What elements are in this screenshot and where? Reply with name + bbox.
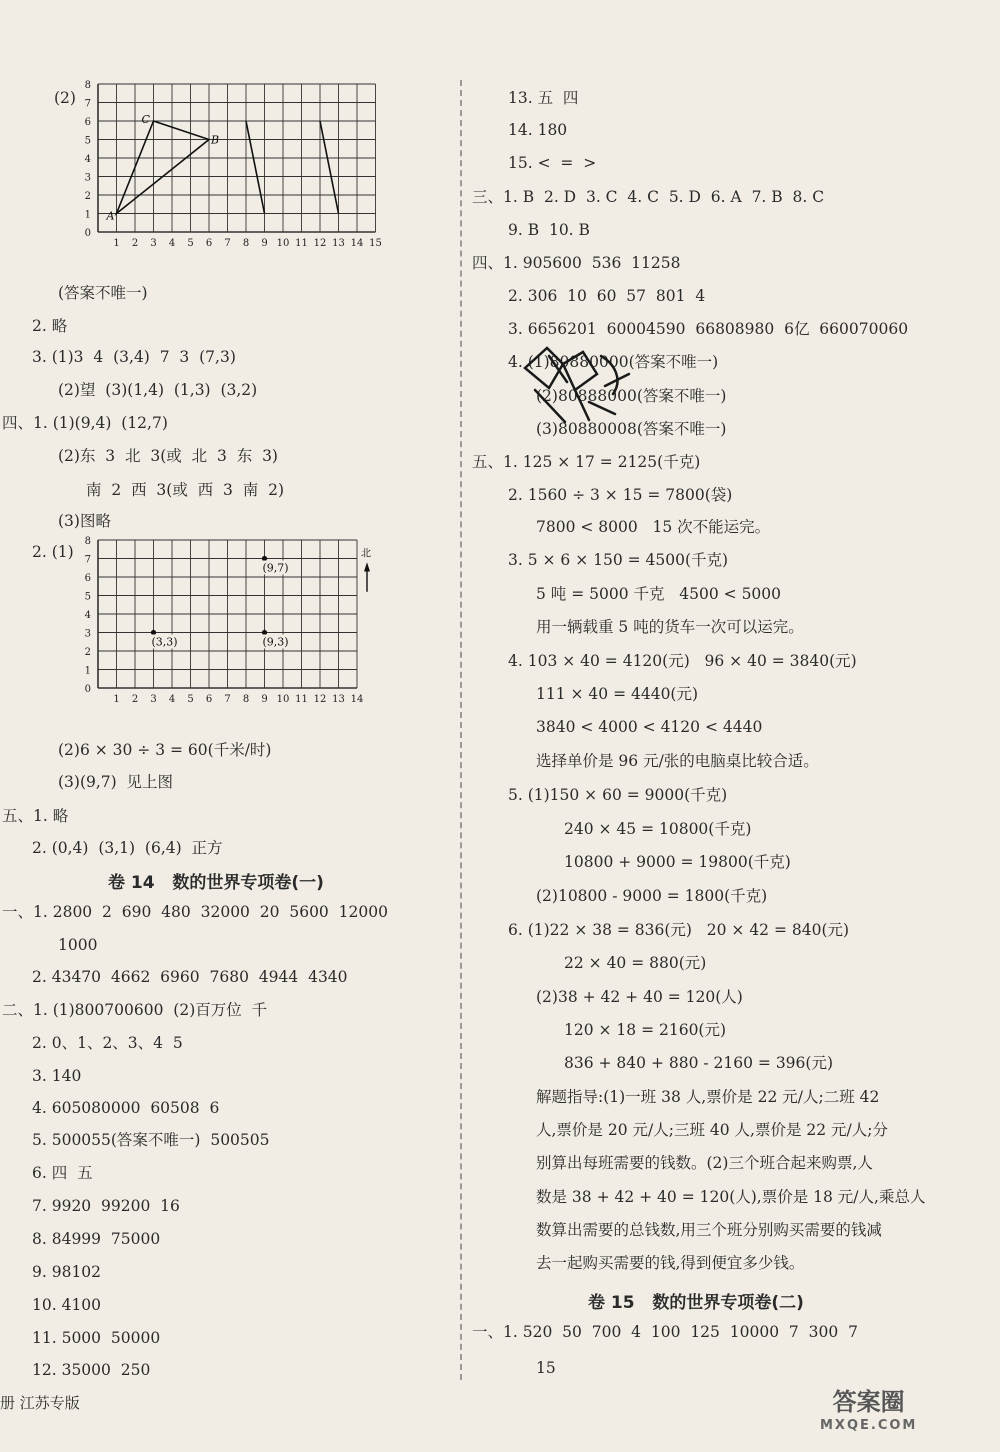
left-line-4: 3. (1)3 4 (3,4) 7 3 (7,3) xyxy=(32,348,236,366)
left-line-1: (2) xyxy=(54,89,76,107)
x-tick-label: 5 xyxy=(187,238,194,249)
left-line-5: (2)望 (3)(1,4) (1,3) (3,2) xyxy=(58,381,258,399)
x-tick-label: 14 xyxy=(350,694,364,705)
right-line-36: 去一起购买需要的钱,得到便宜多少钱。 xyxy=(536,1254,805,1272)
right-line-30: 836 + 840 + 880 - 2160 = 396(元) xyxy=(564,1054,833,1072)
origin-label: 0 xyxy=(84,684,91,695)
y-tick-label: 7 xyxy=(84,98,91,110)
x-tick-label: 13 xyxy=(332,238,345,249)
grid2-point-label: (3,3) xyxy=(151,635,178,649)
north-arrow-head xyxy=(364,562,370,571)
right-line-22: 5. (1)150 × 60 = 9000(千克) xyxy=(508,786,728,804)
heading-juan15: 卷 15 数的世界专项卷(二) xyxy=(588,1293,804,1313)
right-line-7: 2. 306 10 60 57 801 4 xyxy=(508,287,706,305)
trapezoid-right-side xyxy=(320,121,339,214)
triangle-abc xyxy=(117,121,210,214)
y-tick-label: 8 xyxy=(84,80,91,91)
x-tick-label: 6 xyxy=(205,238,213,249)
right-line-8: 3. 6656201 60004590 66808980 6亿 660070060 xyxy=(508,320,909,338)
right-line-25: (2)10800 - 9000 = 1800(千克) xyxy=(536,887,768,905)
right-line-19: 111 × 40 = 4440(元) xyxy=(536,685,699,703)
x-tick-label: 3 xyxy=(150,694,157,705)
grid2-point-label: (9,7) xyxy=(262,561,289,575)
grid2-point xyxy=(262,556,267,561)
x-tick-label: 9 xyxy=(261,694,268,705)
x-tick-label: 6 xyxy=(205,694,213,705)
x-tick-label: 12 xyxy=(313,238,327,249)
left-line-27: 10. 4100 xyxy=(32,1296,102,1314)
left-line-29: 12. 35000 250 xyxy=(32,1361,151,1379)
right-line-4: 三、1. B 2. D 3. C 4. C 5. D 6. A 7. B 8. C xyxy=(472,188,825,206)
y-tick-label: 7 xyxy=(84,554,91,566)
right-line-13: 2. 1560 ÷ 3 × 15 = 7800(袋) xyxy=(508,486,733,504)
right-line-1: 13. 五 四 xyxy=(508,89,579,107)
y-tick-label: 1 xyxy=(84,665,91,677)
right-line-10: (2)80888000(答案不唯一) xyxy=(536,387,727,405)
x-tick-label: 7 xyxy=(224,694,231,705)
right-line-31: 解题指导:(1)一班 38 人,票价是 22 元/人;二班 42 xyxy=(536,1088,880,1106)
grid-figure-2 xyxy=(70,536,400,722)
right-line-18: 4. 103 × 40 = 4120(元) 96 × 40 = 3840(元) xyxy=(508,652,857,670)
right-line-29: 120 × 18 = 2160(元) xyxy=(564,1021,727,1039)
left-line-12: (3)(9,7) 见上图 xyxy=(58,773,174,791)
right-line-15: 3. 5 × 6 × 150 = 4500(千克) xyxy=(508,551,729,569)
x-tick-label: 2 xyxy=(131,694,139,705)
right-line-21: 选择单价是 96 元/张的电脑桌比较合适。 xyxy=(536,752,819,770)
left-line-9: (3)图略 xyxy=(58,512,111,530)
left-line-25: 8. 84999 75000 xyxy=(32,1230,161,1248)
right-line-14: 7800 < 8000 15 次不能运完。 xyxy=(536,518,771,536)
right-line-27: 22 × 40 = 880(元) xyxy=(564,954,707,972)
x-tick-label: 14 xyxy=(350,238,364,249)
point-b-label: B xyxy=(211,133,220,147)
point-a-label: A xyxy=(106,209,115,223)
right-line-11: (3)80880008(答案不唯一) xyxy=(536,420,727,438)
left-line-14: 2. (0,4) (3,1) (6,4) 正方 xyxy=(32,839,223,857)
right-line-26: 6. (1)22 × 38 = 836(元) 20 × 42 = 840(元) xyxy=(508,921,850,939)
left-line-18: 二、1. (1)800700600 (2)百万位 千 xyxy=(2,1001,268,1019)
x-tick-label: 11 xyxy=(295,238,308,249)
left-line-2: (答案不唯一) xyxy=(58,284,148,302)
x-tick-label: 4 xyxy=(168,238,176,249)
right-line-34: 数是 38 + 42 + 40 = 120(人),票价是 18 元/人,乘总人 xyxy=(536,1188,926,1206)
right-line-24: 10800 + 9000 = 19800(千克) xyxy=(564,853,791,871)
x-tick-label: 10 xyxy=(276,694,290,705)
right-line-32: 人,票价是 20 元/人;三班 40 人,票价是 22 元/人;分 xyxy=(536,1121,888,1139)
x-tick-label: 5 xyxy=(187,694,194,705)
x-tick-label: 8 xyxy=(242,238,250,249)
left-line-15: 一、1. 2800 2 690 480 32000 20 5600 12000 xyxy=(2,903,388,921)
x-tick-label: 3 xyxy=(150,238,157,249)
handwritten-scribble-stamp xyxy=(505,330,645,440)
y-tick-label: 5 xyxy=(84,591,91,603)
left-line-21: 4. 605080000 60508 6 xyxy=(32,1099,220,1117)
y-tick-label: 6 xyxy=(84,573,91,584)
y-tick-label: 5 xyxy=(84,135,91,147)
x-tick-label: 15 xyxy=(369,238,382,249)
right-line-6: 四、1. 905600 536 11258 xyxy=(472,254,681,272)
x-tick-label: 11 xyxy=(295,694,308,705)
y-tick-label: 1 xyxy=(84,209,91,221)
x-tick-label: 13 xyxy=(332,694,345,705)
right-line-23: 240 × 45 = 10800(千克) xyxy=(564,820,752,838)
right-line-35: 数算出需要的总钱数,用三个班分别购买需要的钱减 xyxy=(536,1221,882,1239)
point-c-label: C xyxy=(141,113,150,126)
site-watermark-logo xyxy=(820,1390,917,1438)
watermark-main: 答案圈 xyxy=(832,1388,905,1416)
left-line-28: 11. 5000 50000 xyxy=(32,1329,161,1347)
heading-juan14: 卷 14 数的世界专项卷(一) xyxy=(108,873,324,893)
left-line-17: 2. 43470 4662 6960 7680 4944 4340 xyxy=(32,968,348,986)
x-tick-label: 10 xyxy=(276,238,290,249)
grid2-point xyxy=(151,630,156,635)
x-tick-label: 2 xyxy=(131,238,139,249)
left-line-10: 2. (1) xyxy=(32,543,74,561)
right-line-37: 一、1. 520 50 700 4 100 125 10000 7 300 7 xyxy=(472,1323,858,1341)
y-tick-label: 8 xyxy=(84,536,91,547)
left-line-24: 7. 9920 99200 16 xyxy=(32,1197,180,1215)
column-divider xyxy=(460,80,462,1380)
y-tick-label: 2 xyxy=(84,191,91,202)
left-line-3: 2. 略 xyxy=(32,317,68,335)
left-line-19: 2. 0、1、2、3、4 5 xyxy=(32,1034,183,1052)
y-tick-label: 3 xyxy=(84,172,91,184)
x-tick-label: 12 xyxy=(313,694,327,705)
left-line-6: 四、1. (1)(9,4) (12,7) xyxy=(2,414,168,432)
right-line-17: 用一辆载重 5 吨的货车一次可以运完。 xyxy=(536,618,804,636)
grid-figure-1 xyxy=(70,80,400,266)
right-line-28: (2)38 + 42 + 40 = 120(人) xyxy=(536,988,743,1006)
page-footer: 册 江苏专版 xyxy=(0,1394,80,1412)
left-line-11: (2)6 × 30 ÷ 3 = 60(千米/时) xyxy=(58,741,272,759)
left-line-16: 1000 xyxy=(58,936,98,954)
grid2-point xyxy=(262,630,267,635)
trapezoid-shape xyxy=(246,121,265,214)
right-line-3: 15. < = > xyxy=(508,154,597,172)
x-tick-label: 8 xyxy=(242,694,250,705)
left-line-7: (2)东 3 北 3(或 北 3 东 3) xyxy=(58,447,278,465)
y-tick-label: 4 xyxy=(84,154,91,165)
right-line-12: 五、1. 125 × 17 = 2125(千克) xyxy=(472,453,701,471)
x-tick-label: 9 xyxy=(261,238,268,249)
right-line-2: 14. 180 xyxy=(508,121,568,139)
left-line-8: 南 2 西 3(或 西 3 南 2) xyxy=(86,481,285,499)
x-tick-label: 4 xyxy=(168,694,176,705)
x-tick-label: 7 xyxy=(224,238,231,249)
right-line-38: 15 xyxy=(536,1359,556,1377)
right-line-33: 别算出每班需要的钱数。(2)三个班合起来购票,人 xyxy=(536,1154,873,1172)
left-line-23: 6. 四 五 xyxy=(32,1164,93,1182)
origin-label: 0 xyxy=(84,228,91,239)
left-line-13: 五、1. 略 xyxy=(2,807,69,825)
left-line-22: 5. 500055(答案不唯一) 500505 xyxy=(32,1131,270,1149)
watermark-sub: MXQE.COM xyxy=(820,1418,918,1433)
y-tick-label: 6 xyxy=(84,117,91,128)
grid2-point-label: (9,3) xyxy=(262,635,289,649)
x-tick-label: 1 xyxy=(113,238,120,249)
y-tick-label: 4 xyxy=(84,610,91,621)
right-line-5: 9. B 10. B xyxy=(508,221,590,239)
north-label: 北 xyxy=(361,548,371,560)
right-line-20: 3840 < 4000 < 4120 < 4440 xyxy=(536,718,763,736)
left-line-20: 3. 140 xyxy=(32,1067,82,1085)
y-tick-label: 3 xyxy=(84,628,91,640)
left-line-26: 9. 98102 xyxy=(32,1263,102,1281)
right-line-9: 4. (1)80880000(答案不唯一) xyxy=(508,353,719,371)
y-tick-label: 2 xyxy=(84,647,91,658)
x-tick-label: 1 xyxy=(113,694,120,705)
right-line-16: 5 吨 = 5000 千克 4500 < 5000 xyxy=(536,585,782,603)
